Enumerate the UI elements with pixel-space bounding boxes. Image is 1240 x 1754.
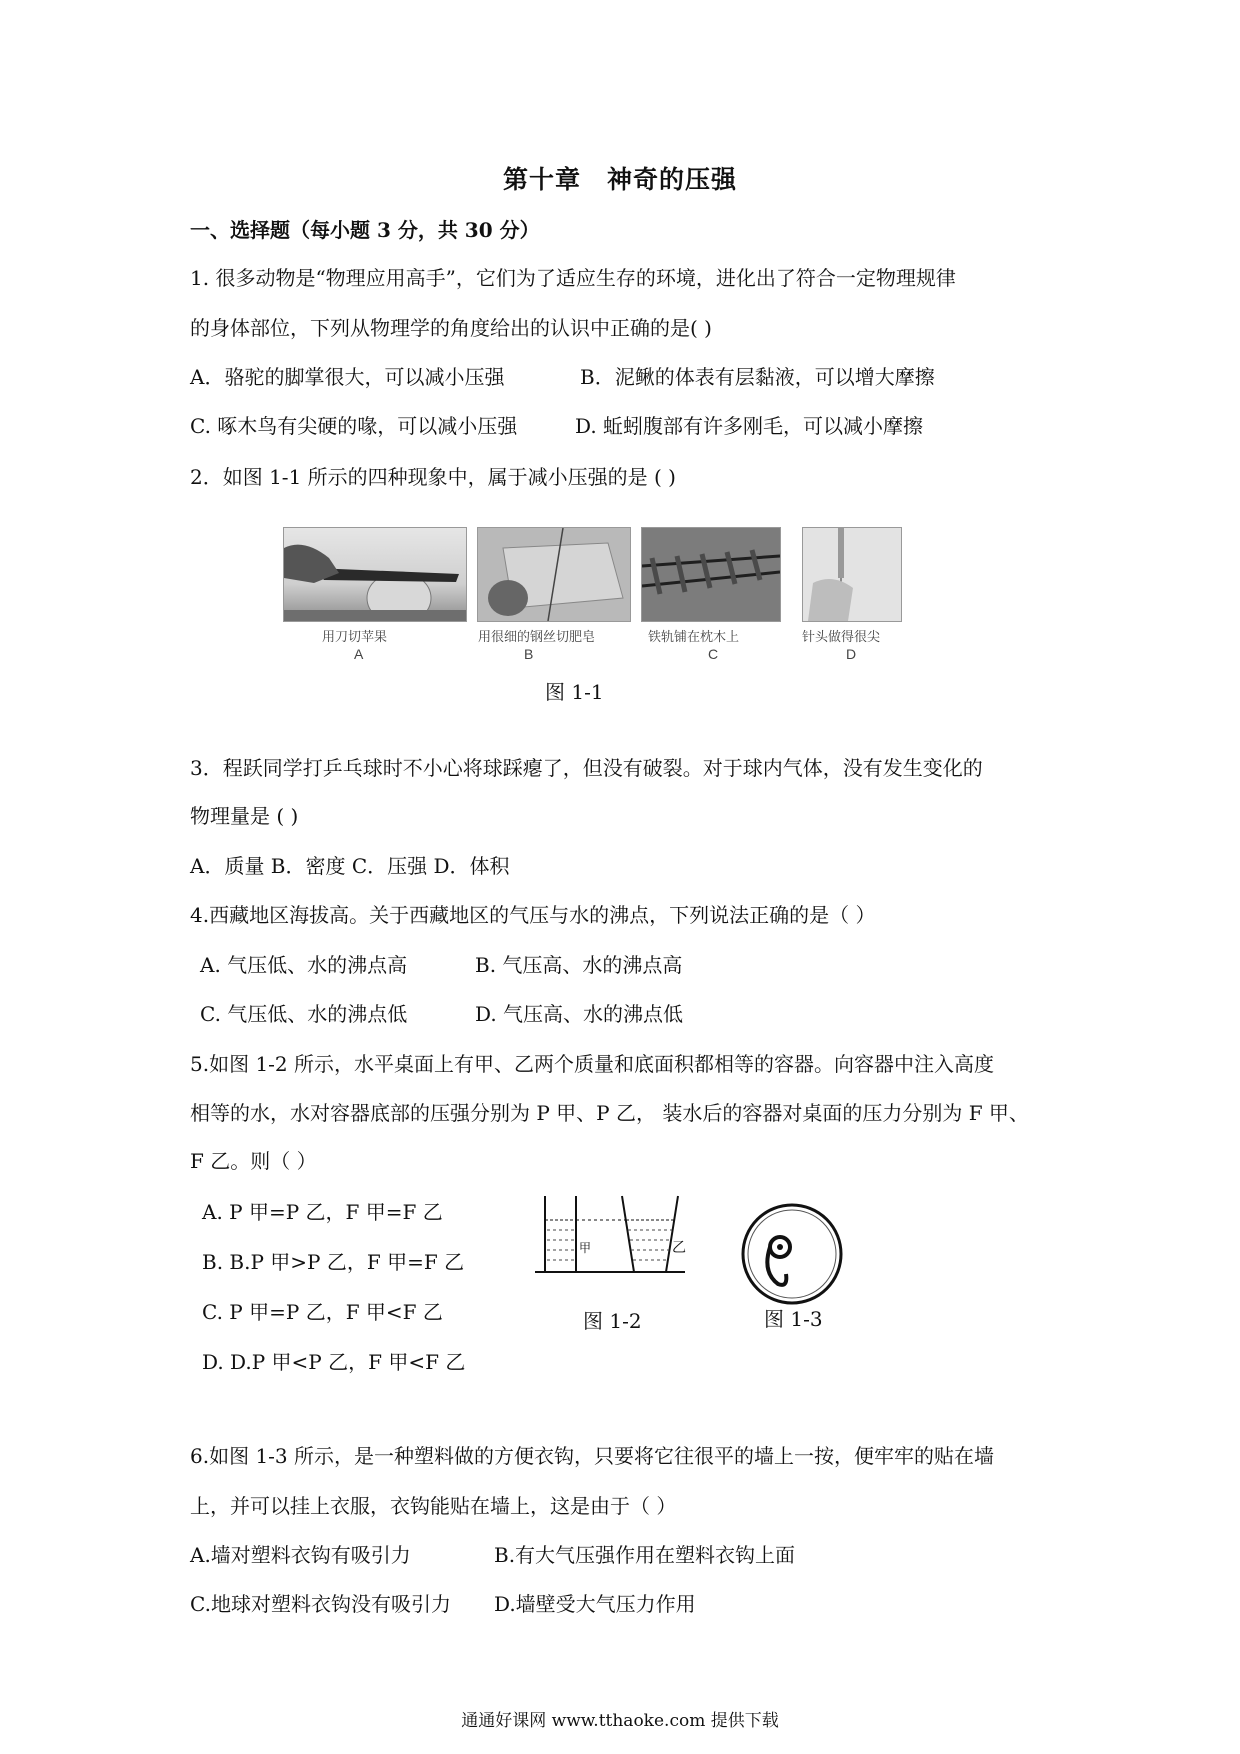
q5-line-3: F 乙。则（ ） xyxy=(190,1149,317,1173)
q5-line-1: 5.如图 1-2 所示，水平桌面上有甲、乙两个质量和底面积都相等的容器。向容器中注入高度 xyxy=(190,1052,995,1076)
q4-option-b: B. 气压高、水的沸点高 xyxy=(475,953,683,977)
q1-option-d: D. 蚯蚓腹部有许多刚毛，可以减小摩擦 xyxy=(575,414,924,438)
q1-line-2: 的身体部位，下列从物理学的角度给出的认识中正确的是( ) xyxy=(190,316,712,340)
fig-1-2-jia-label: 甲 xyxy=(579,1241,592,1255)
q4-option-a: A. 气压低、水的沸点高 xyxy=(200,953,408,977)
chapter-title: 第十章 神奇的压强 xyxy=(502,165,737,194)
q4-option-d: D. 气压高、水的沸点低 xyxy=(475,1002,684,1026)
q5-option-c: C. P 甲=P 乙，F 甲<F 乙 xyxy=(202,1300,443,1324)
fig-1-1-caption-d: 针头做得很尖 xyxy=(802,630,881,645)
q3-options: A．质量 B．密度 C．压强 D．体积 xyxy=(190,854,510,878)
q6-option-d: D.墙壁受大气压力作用 xyxy=(494,1592,696,1616)
fig-1-2-containers xyxy=(530,1192,690,1282)
q5-option-a: A. P 甲=P 乙，F 甲=F 乙 xyxy=(202,1200,443,1224)
fig-1-3-label: 图 1-3 xyxy=(764,1307,823,1331)
q5-option-b: B. B.P 甲>P 乙，F 甲=F 乙 xyxy=(202,1250,465,1274)
needle-illustration xyxy=(803,528,901,621)
q6-line-1: 6.如图 1-3 所示，是一种塑料做的方便衣钩，只要将它往很平的墙上一按，便牢牢的贴在墙 xyxy=(190,1444,995,1468)
q5-line-2: 相等的水，水对容器底部的压强分别为 P 甲、P 乙， 装水后的容器对桌面的压力分别为 F 甲、 xyxy=(190,1101,1029,1125)
figure-photo-rail-sleepers xyxy=(641,527,781,622)
q1-option-b: B．泥鳅的体表有层黏液，可以增大摩擦 xyxy=(580,365,935,389)
fig-1-1-caption-c: 铁轨铺在枕木上 xyxy=(648,630,740,645)
fig-1-1-letter-b: B xyxy=(524,646,534,662)
q1-option-c: C. 啄木鸟有尖硬的喙，可以减小压强 xyxy=(190,414,518,438)
q4-option-c: C. 气压低、水的沸点低 xyxy=(200,1002,408,1026)
figure-photo-knife-apple xyxy=(283,527,467,622)
q5-option-d: D. D.P 甲<P 乙，F 甲<F 乙 xyxy=(202,1350,466,1374)
figure-photo-needle xyxy=(802,527,902,622)
fig-1-2-label: 图 1-2 xyxy=(583,1309,642,1333)
q6-line-2: 上，并可以挂上衣服，衣钩能贴在墙上，这是由于（ ） xyxy=(190,1494,677,1518)
q2-line-1: 2．如图 1-1 所示的四种现象中，属于减小压强的是 ( ) xyxy=(190,465,676,489)
q4-line-1: 4.西藏地区海拔高。关于西藏地区的气压与水的沸点，下列说法正确的是（ ） xyxy=(190,903,876,927)
knife-apple-illustration xyxy=(284,528,466,621)
figure-photo-wire-soap xyxy=(477,527,631,622)
fig-1-1-label: 图 1-1 xyxy=(545,680,604,704)
q3-line-1: 3．程跃同学打乒乓球时不小心将球踩瘪了，但没有破裂。对于球内气体，没有发生变化的 xyxy=(190,756,983,780)
q6-option-a: A.墙对塑料衣钩有吸引力 xyxy=(190,1543,411,1567)
fig-1-1-caption-a: 用刀切苹果 xyxy=(322,630,388,645)
q1-line-1: 1. 很多动物是“物理应用高手”，它们为了适应生存的环境，进化出了符合一定物理规律 xyxy=(190,266,956,290)
q6-option-c: C.地球对塑料衣钩没有吸引力 xyxy=(190,1592,451,1616)
fig-1-1-letter-d: D xyxy=(846,646,857,662)
q6-option-b: B.有大气压强作用在塑料衣钩上面 xyxy=(494,1543,796,1567)
fig-1-3-suction-hook xyxy=(740,1202,844,1306)
q3-line-2: 物理量是 ( ) xyxy=(190,804,299,828)
fig-1-1-caption-b: 用很细的钢丝切肥皂 xyxy=(478,630,596,645)
fig-1-1-letter-a: A xyxy=(354,646,364,662)
wire-soap-illustration xyxy=(478,528,630,621)
fig-1-2-yi-label: 乙 xyxy=(672,1240,686,1256)
page-footer: 通通好课网 www.tthaoke.com 提供下载 xyxy=(461,1711,779,1731)
q1-option-a: A．骆驼的脚掌很大，可以减小压强 xyxy=(190,365,505,389)
section-heading: 一、选择题（每小题 3 分，共 30 分） xyxy=(190,218,540,242)
rail-illustration xyxy=(642,528,780,621)
fig-1-1-letter-c: C xyxy=(708,646,719,662)
